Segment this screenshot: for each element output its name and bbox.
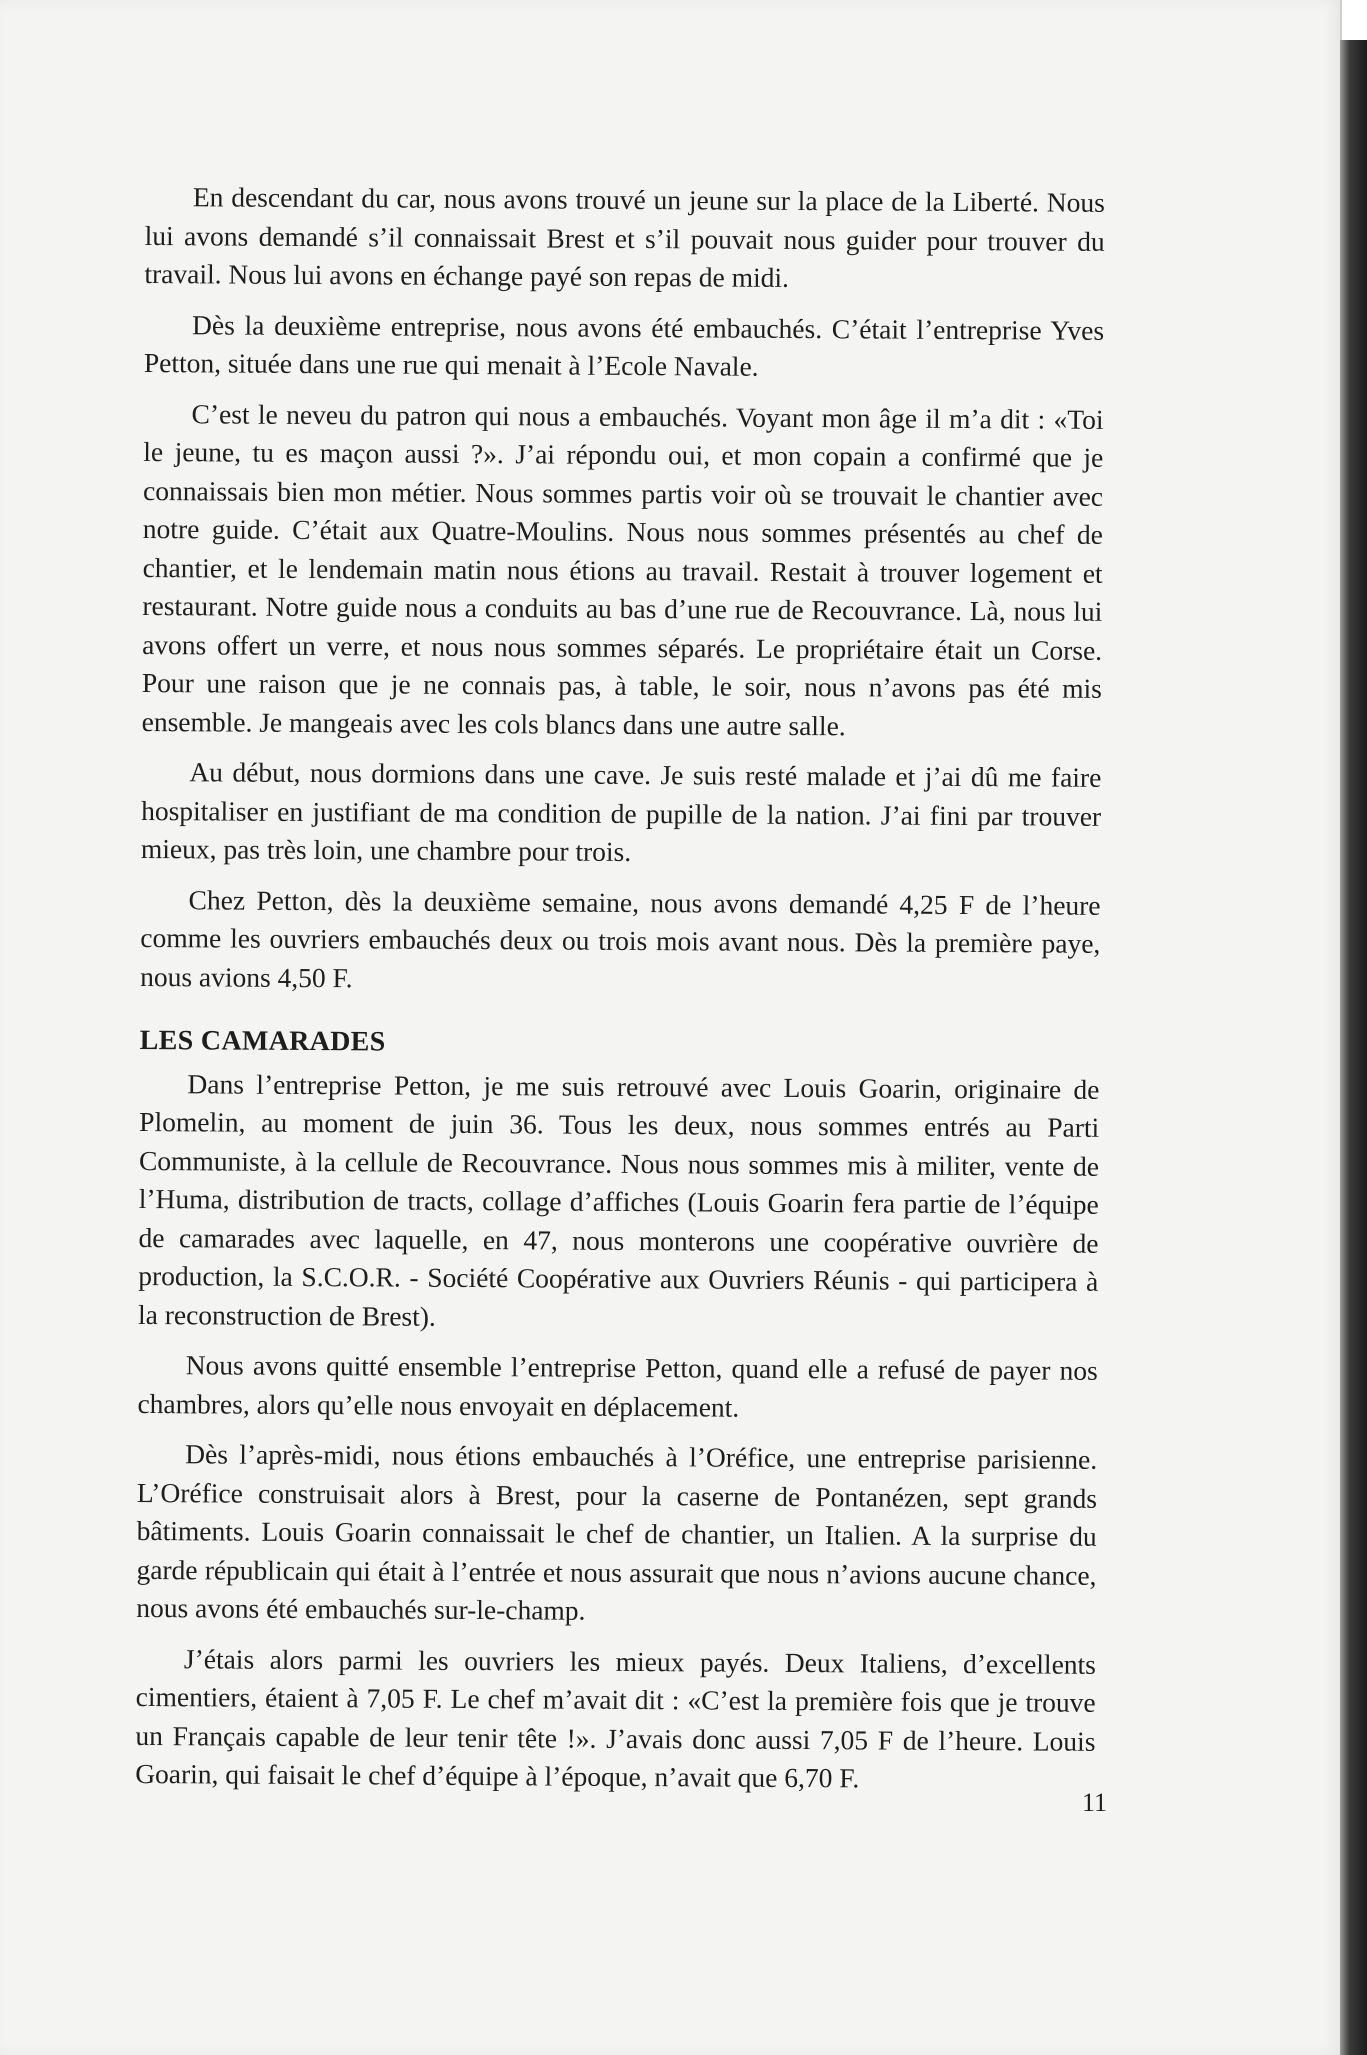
paragraph: Chez Petton, dès la deuxième semaine, nous avons demandé 4,25 F de l’heure comme les ouvriers embauchés deux ou trois mois avant nous. Dès la première paye, nous avions 4,50 F. <box>140 883 1101 993</box>
paragraph: Nous avons quitté ensemble l’entreprise Petton, quand elle a refusé de payer nos chambres, alors qu’elle nous envoyait en déplacement. <box>137 1349 1098 1423</box>
paragraph: Au début, nous dormions dans une cave. Je suis resté malade et j’ai dû me faire hospitaliser en justifiant de ma condition de pupille de la nation. J’ai fini par trouver mieux, pas très loin, une chambre pour trois. <box>140 756 1102 867</box>
paragraph: C’est le neveu du patron qui nous a embauchés. Voyant mon âge il m’a dit : «Toi le jeune, tu es maçon aussi ?». J’ai répondu oui, et mon copain a confirmé que je connaissais bien mon métier. Nous sommes partis voir où se trouvait le chantier avec notre guide. C’était aux Quatre-Moulins. Nous nous sommes présentés au chef de chantier, et le lendemain matin nous étions au travail. Restait à trouver logement et restaurant. Notre guide nous a conduits au bas d’une rue de Recouvrance. Là, nous lui avons offert un verre, et nous nous sommes séparés. Le propriétaire était un Corse. Pour une raison que je ne connais pas, à table, le soir, nous n’avons pas été mis ensemble. Je mangeais avec les cols blancs dans une autre salle. <box>141 397 1104 741</box>
paragraph: Dès l’après-midi, nous étions embauchés à l’Oréfice, une entreprise parisienne. L’Oréfice construisait alors à Brest, pour la caserne de Pontanézen, sept grands bâtiments. Louis Goarin connaissait le chef de chantier, un Italien. A la surprise du garde républicain qui était à l’entrée et nous assurait que nous n’avions aucune chance, nous avons été embauchés sur-le-champ. <box>136 1438 1098 1626</box>
page-number: 11 <box>1082 1788 1108 1817</box>
page-body <box>135 178 1105 1811</box>
section-heading: LES CAMARADES <box>139 1024 386 1058</box>
paragraph: En descendant du car, nous avons trouvé un jeune sur la place de la Liberté. Nous lui avons demandé s’il connaissait Brest et s’il pouvait nous guider pour trouver du travail. Nous lui avons en échange payé son repas de midi. <box>144 181 1105 293</box>
paragraph: Dès la deuxième entreprise, nous avons été embauchés. C’était l’entreprise Yves Petton, située dans une rue qui menait à l’Ecole Navale. <box>143 308 1105 382</box>
book-edge-shadow <box>1340 40 1367 2055</box>
paragraph: J’étais alors parmi les ouvriers les mieux payés. Deux Italiens, d’excellents cimentiers, étaient à 7,05 F. Le chef m’avait dit : «C’est la première fois que je trouve un Français capable de leur tenir tête !». J’avais donc aussi 7,05 F de l’heure. Louis Goarin, qui faisait le chef d’équipe à l’époque, n’avait que 6,70 F. <box>135 1642 1097 1794</box>
paragraph: Dans l’entreprise Petton, je me suis retrouvé avec Louis Goarin, originaire de Plomelin, au moment de juin 36. Tous les deux, nous sommes entrés au Parti Communiste, à la cellule de Recouvrance. Nous nous sommes mis à militer, vente de l’Huma, distribution de tracts, collage d’affiches (Louis Goarin fera partie de l’équipe de camarades avec laquelle, en 47, nous monterons une coopérative ouvrière de production, la S.C.O.R. - Société Coopérative aux Ouvriers Réunis - qui participera à la reconstruction de Brest). <box>137 1067 1100 1332</box>
